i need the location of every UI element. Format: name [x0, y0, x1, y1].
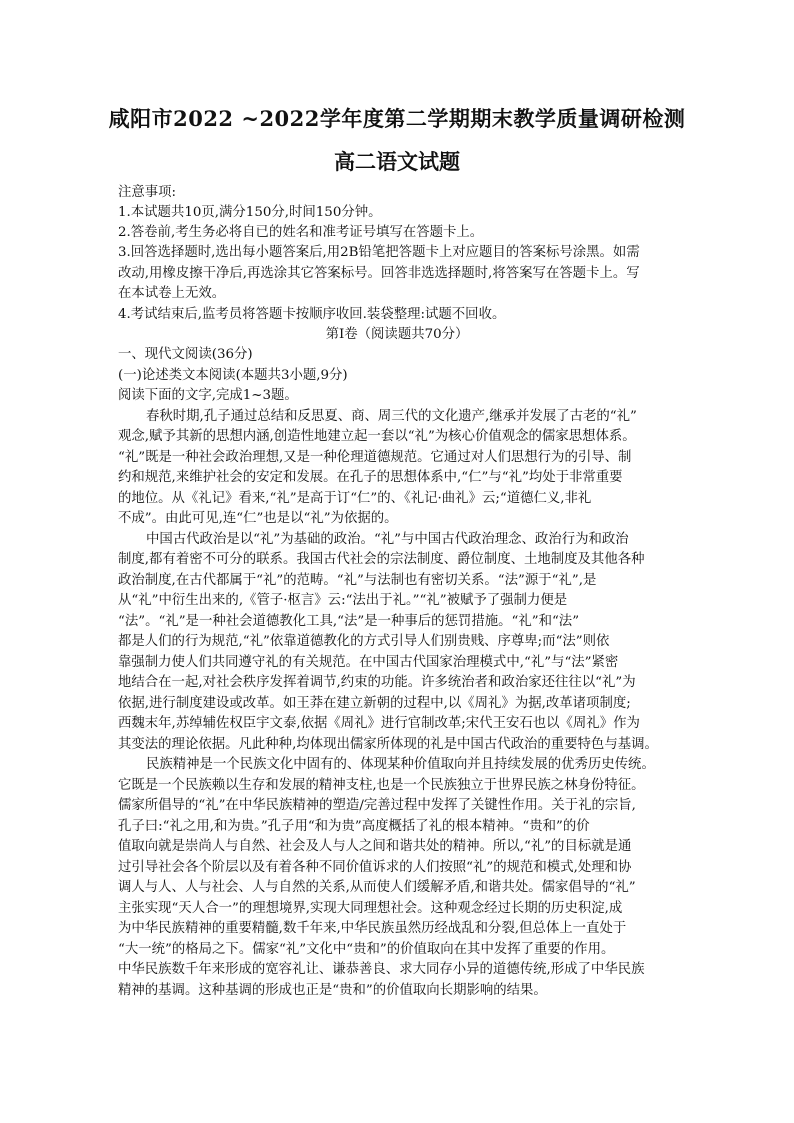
paragraph-line: 其变法的理论依据。凡此种种,均体现出儒家所体现的礼是中国古代政治的重要特色与基调。 — [118, 737, 658, 752]
paragraph-line: 地结合在一起,对社会秩序发挥着调节,约束的功能。许多统治者和政治家还往往以“礼”为 — [118, 675, 636, 690]
paragraph-line: 春秋时期,孔子通过总结和反思夏、商、周三代的文化遗产,继承并发展了古老的“礼” — [146, 409, 637, 424]
paragraph-line: 中华民族数千年来形成的宽容礼让、谦恭善良、求大同存小异的道德传统,形成了中华民族 — [118, 962, 645, 977]
paragraph-line: 约和规范,来维护社会的安定和发展。在孔子的思想体系中,“仁”与“礼”均处于非常重要 — [118, 470, 623, 485]
notice-item: 4.考试结束后,监考员将答题卡按顺序收回.装袋整理:试题不回收。 — [118, 307, 506, 322]
paragraph-line: 民族精神是一个民族文化中固有的、体现某种价值取向并且持续发展的优秀历史传统。 — [146, 757, 655, 772]
paragraph-line: 中国古代政治是以“礼”为基础的政治。“礼”与中国古代政治理念、政治行为和政治 — [146, 532, 629, 547]
notice-item: 2.答卷前,考生务必将自已的姓名和准考证号填写在答题卡上。 — [118, 225, 484, 240]
reading-instruction: 阅读下面的文字,完成1~3题。 — [118, 388, 298, 403]
paragraph-line: 依据,进行制度建设或改革。如王莽在建立新朝的过程中,以《周礼》为据,改革诸项制度; — [118, 696, 631, 711]
paragraph-line: 值取向就是崇尚人与自然、社会及人与人之间和谐共处的精神。所以,“礼”的目标就是通 — [118, 839, 632, 854]
paragraph-line: 为中华民族精神的重要精髓,数千年来,中华民族虽然历经战乱和分裂,但总体上一直处于 — [118, 921, 627, 936]
paragraph-line: 制度,都有着密不可分的联系。我国古代社会的宗法制度、爵位制度、土地制度及其他各种 — [118, 552, 645, 567]
paragraph-line: 孔子曰:“礼之用,和为贵。”孔子用“和为贵”高度概括了礼的根本精神。“贵和”的价 — [118, 819, 590, 834]
exam-title: 咸阳市2022 ~2022学年度第二学期期末教学质量调研检测 — [108, 106, 686, 131]
exam-subtitle: 高二语文试题 — [334, 149, 460, 174]
paragraph-line: 都是人们的行为规范,“礼”依靠道德教化的方式引导人们别贵贱、序尊卑;而“法”则依 — [118, 634, 610, 649]
paragraph-line: 的地位。从《礼记》看来,“礼”是高于订“仁”的、《礼记·曲礼》云;“道德仁义,非礼 — [118, 491, 592, 506]
notice-item: 在本试卷上无效。 — [118, 286, 226, 301]
paragraph-line: 过引导社会各个阶层以及有着各种不同价值诉求的人们按照“礼”的规范和模式,处理和协 — [118, 860, 632, 875]
paragraph-line: 儒家所倡导的“礼”在中华民族精神的塑造/完善过程中发挥了关键性作用。关于礼的宗旨, — [118, 798, 636, 813]
paragraph-line: 调人与人、人与社会、人与自然的关系,从而使人们缓解矛盾,和谐共处。儒家倡导的“礼” — [118, 880, 636, 895]
paragraph-line: 靠强制力使人们共同遵守礼的有关规范。在中国古代国家治理模式中,“礼”与“法”紧密 — [118, 655, 619, 670]
subsection-heading: (一)论述类文本阅读(本题共3小题,9分) — [118, 368, 348, 383]
paragraph-line: 不成”。由此可见,连“仁”也是以“礼”为依据的。 — [118, 511, 398, 526]
volume-title: 第Ⅰ卷（阅读题共70分） — [325, 327, 469, 342]
notice-item: 3.回答选择题时,选出每小题答案后,用2B铅笔把答题卡上对应题目的答案标号涂黑。如需 — [118, 245, 640, 260]
paragraph-line: 它既是一个民族赖以生存和发展的精神支柱,也是一个民族独立于世界民族之林身份特征。 — [118, 778, 645, 793]
notice-item: 1.本试题共10页,满分150分,时间150分钟。 — [118, 205, 382, 220]
paragraph-line: 主张实现“天人合一”的理想境界,实现大同理想社会。这种观念经过长期的历史积淀,成 — [118, 901, 623, 916]
paragraph-line: 西魏末年,苏绰辅佐权臣宇文泰,依据《周礼》进行官制改革;宋代王安石也以《周礼》作为 — [118, 716, 640, 731]
paragraph-line: 从“礼”中衍生出来的,《管子·枢言》云:“法出于礼。”“礼”被赋予了强制力便是 — [118, 593, 568, 608]
paragraph-line: 观念,赋予其新的思想内涵,创造性地建立起一套以“礼”为核心价值观念的儒家思想体系。 — [118, 429, 636, 444]
paragraph-line: “法”。“礼”是一种社会道德教化工具,“法”是一种事后的惩罚措施。“礼”和“法” — [118, 614, 580, 629]
paragraph-line: 政治制度,在古代都属于“礼”的范畴。“礼”与法制也有密切关系。“法”源于“礼”,是 — [118, 573, 597, 588]
section-heading: 一、现代文阅读(36分) — [118, 347, 253, 362]
notice-heading: 注意事项: — [118, 185, 177, 200]
paragraph-line: “大一统”的格局之下。儒家“礼”文化中“贵和”的价值取向在其中发挥了重要的作用。 — [118, 942, 615, 957]
paragraph-line: “礼”既是一种社会政治理想,又是一种伦理道德规范。它通过对人们思想行为的引导、制 — [118, 450, 632, 465]
paragraph-line: 精神的基调。这种基调的形成也正是“贵和”的价值取向长期影响的结果。 — [118, 983, 547, 998]
notice-item: 改动,用橡皮擦干净后,再选涂其它答案标号。回答非选选择题时,将答案写在答题卡上。写 — [118, 266, 640, 281]
